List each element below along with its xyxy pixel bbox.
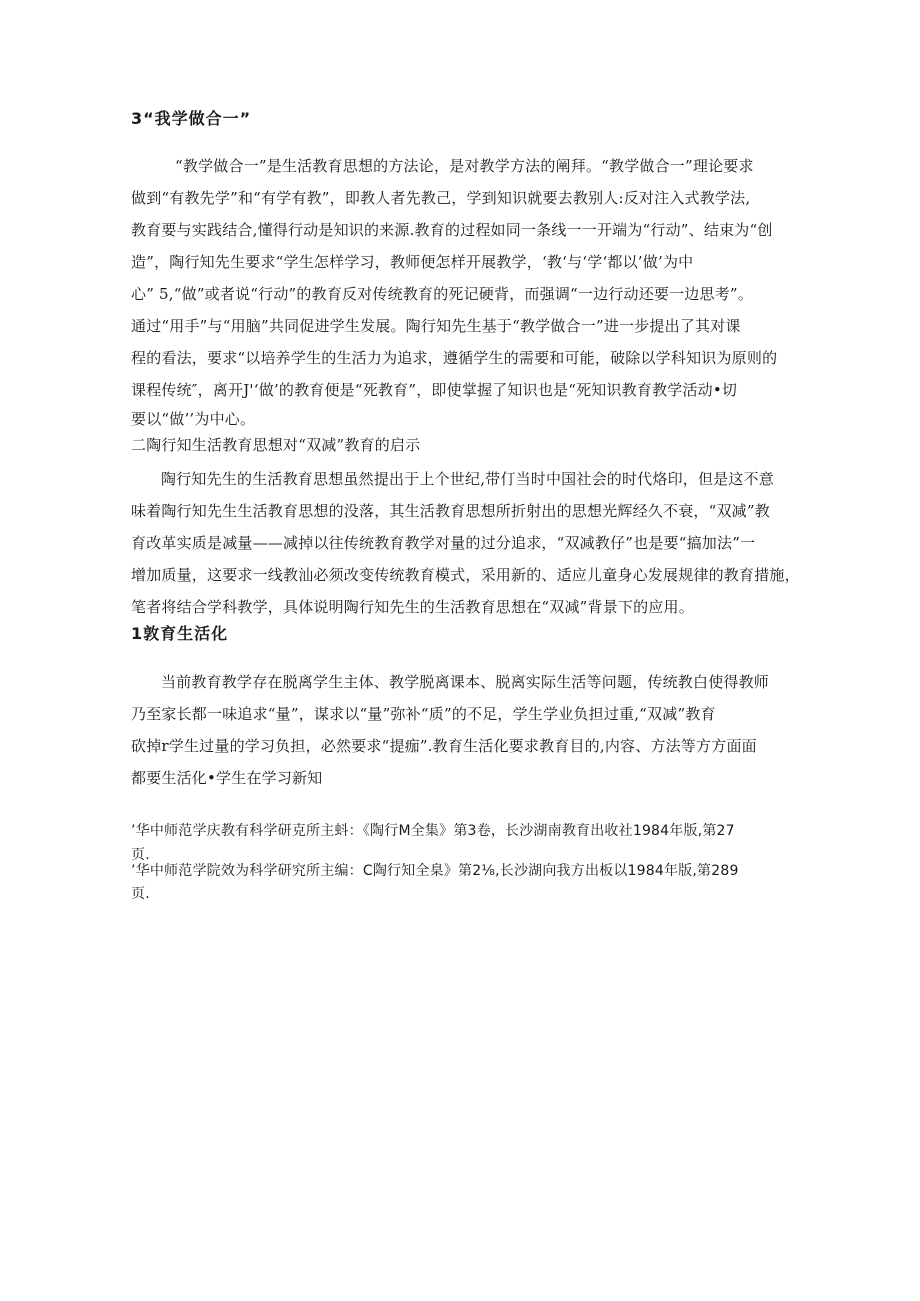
paragraph-line: 增加质量，这要求一线教汕必须改变传统教育模式，采用新的、适应儿童身心发展规律的教育措施， (131, 566, 800, 584)
paragraph-line: 课程传统″，离开J'‘做’的教育便是“死教育”，即使掌握了知识也是“死知识教育教学活动•切 (131, 381, 738, 399)
paragraph-line: 砍掉r学生过量的学习负担，必然要求“提痂”.教育生活化要求教育目的,内容、方法等方方面面 (131, 737, 757, 755)
section-heading-1: 1敦育生活化 (131, 624, 229, 643)
paragraph-line: 陶行知先生的生活教育思想虽然提出于上个世纪,带仃当时中国社会的时代烙印，但是这不意 (161, 470, 774, 488)
paragraph-line: 造”，陶行知先生要求“学生怎样学习，教师便怎样开展教学，‘教‘与‘学‘都以’做’为中 (131, 253, 694, 271)
paragraph-line: 心” 5,“做”或者说“行动”的教育反对传统教育的死记硬背，而强调“一边行动还要一边思考”。 (131, 285, 753, 303)
paragraph-line: 教育要与实践结合,懂得行动是知识的来源.教育的过程如同一条线一一开端为“行动”、结束为“创 (131, 221, 773, 239)
paragraph-line: 当前教育教学存在脱离学生主体、教学脱离课本、脱离实际生活等问题，传统教白使得教师 (161, 673, 770, 691)
footnote-line: 页. (131, 847, 150, 863)
paragraph-line: 做到“有教先学”和“有学有教”，即教人者先教己，学到知识就要去教别人:反对注入式教学法, (131, 189, 751, 207)
paragraph-line: 笔者将结合学科教学，具体说明陶行知先生的生活教育思想在“双减”背景下的应用。 (131, 598, 694, 616)
paragraph-line: “教学做合一”是生活教育思想的方法论，是对教学方法的阐拜。“教学做合一”理论要求 (175, 157, 754, 175)
footnote-line: 页. (131, 886, 150, 902)
paragraph-line: 味着陶行知先生生活教育思想的没落，其生活教育思想所折射出的思想光辉经久不衰，“双减”教 (131, 502, 770, 520)
section-heading-two: 二陶行知生活教育思想对“双减”教育的启示 (131, 436, 421, 454)
paragraph-line: 乃至家长都一味追求“量”，谋求以“量”弥补“质”的不足，学生学业负担过重,“双减”教育 (131, 705, 716, 723)
section-heading-3: 3“我学做合一” (131, 109, 252, 128)
paragraph-line: 育改革实质是减量——减掉以往传统教育教学对量的过分追求，“双减教仔”也是要“搞加法”一 (131, 534, 756, 552)
footnote-line: ’华中师范学院效为科学研究所主编：C陶行知全臬》第2⅛,长沙湖向我方出板以1984年版,第289 (131, 863, 739, 879)
paragraph-line: 程的看法，要求“以培养学生的生活力为追求，遵循学生的需要和可能，破除以学科知识为原则的 (131, 349, 778, 367)
paragraph-line: 要以“做’’为中心。 (131, 410, 256, 428)
paragraph-line: 都要生活化•学生在学习新知 (131, 769, 323, 787)
paragraph-line: 通过“用手”与“用脑”共同促进学生发展。陶行知先生基于“教学做合一”进一步提出了其对课 (131, 317, 741, 335)
footnote-line: ’华中师范学庆教有科学研克所主蚪：《陶行M全集》第3卷，长沙湖南教育出收社1984年版,第27 (131, 823, 735, 839)
